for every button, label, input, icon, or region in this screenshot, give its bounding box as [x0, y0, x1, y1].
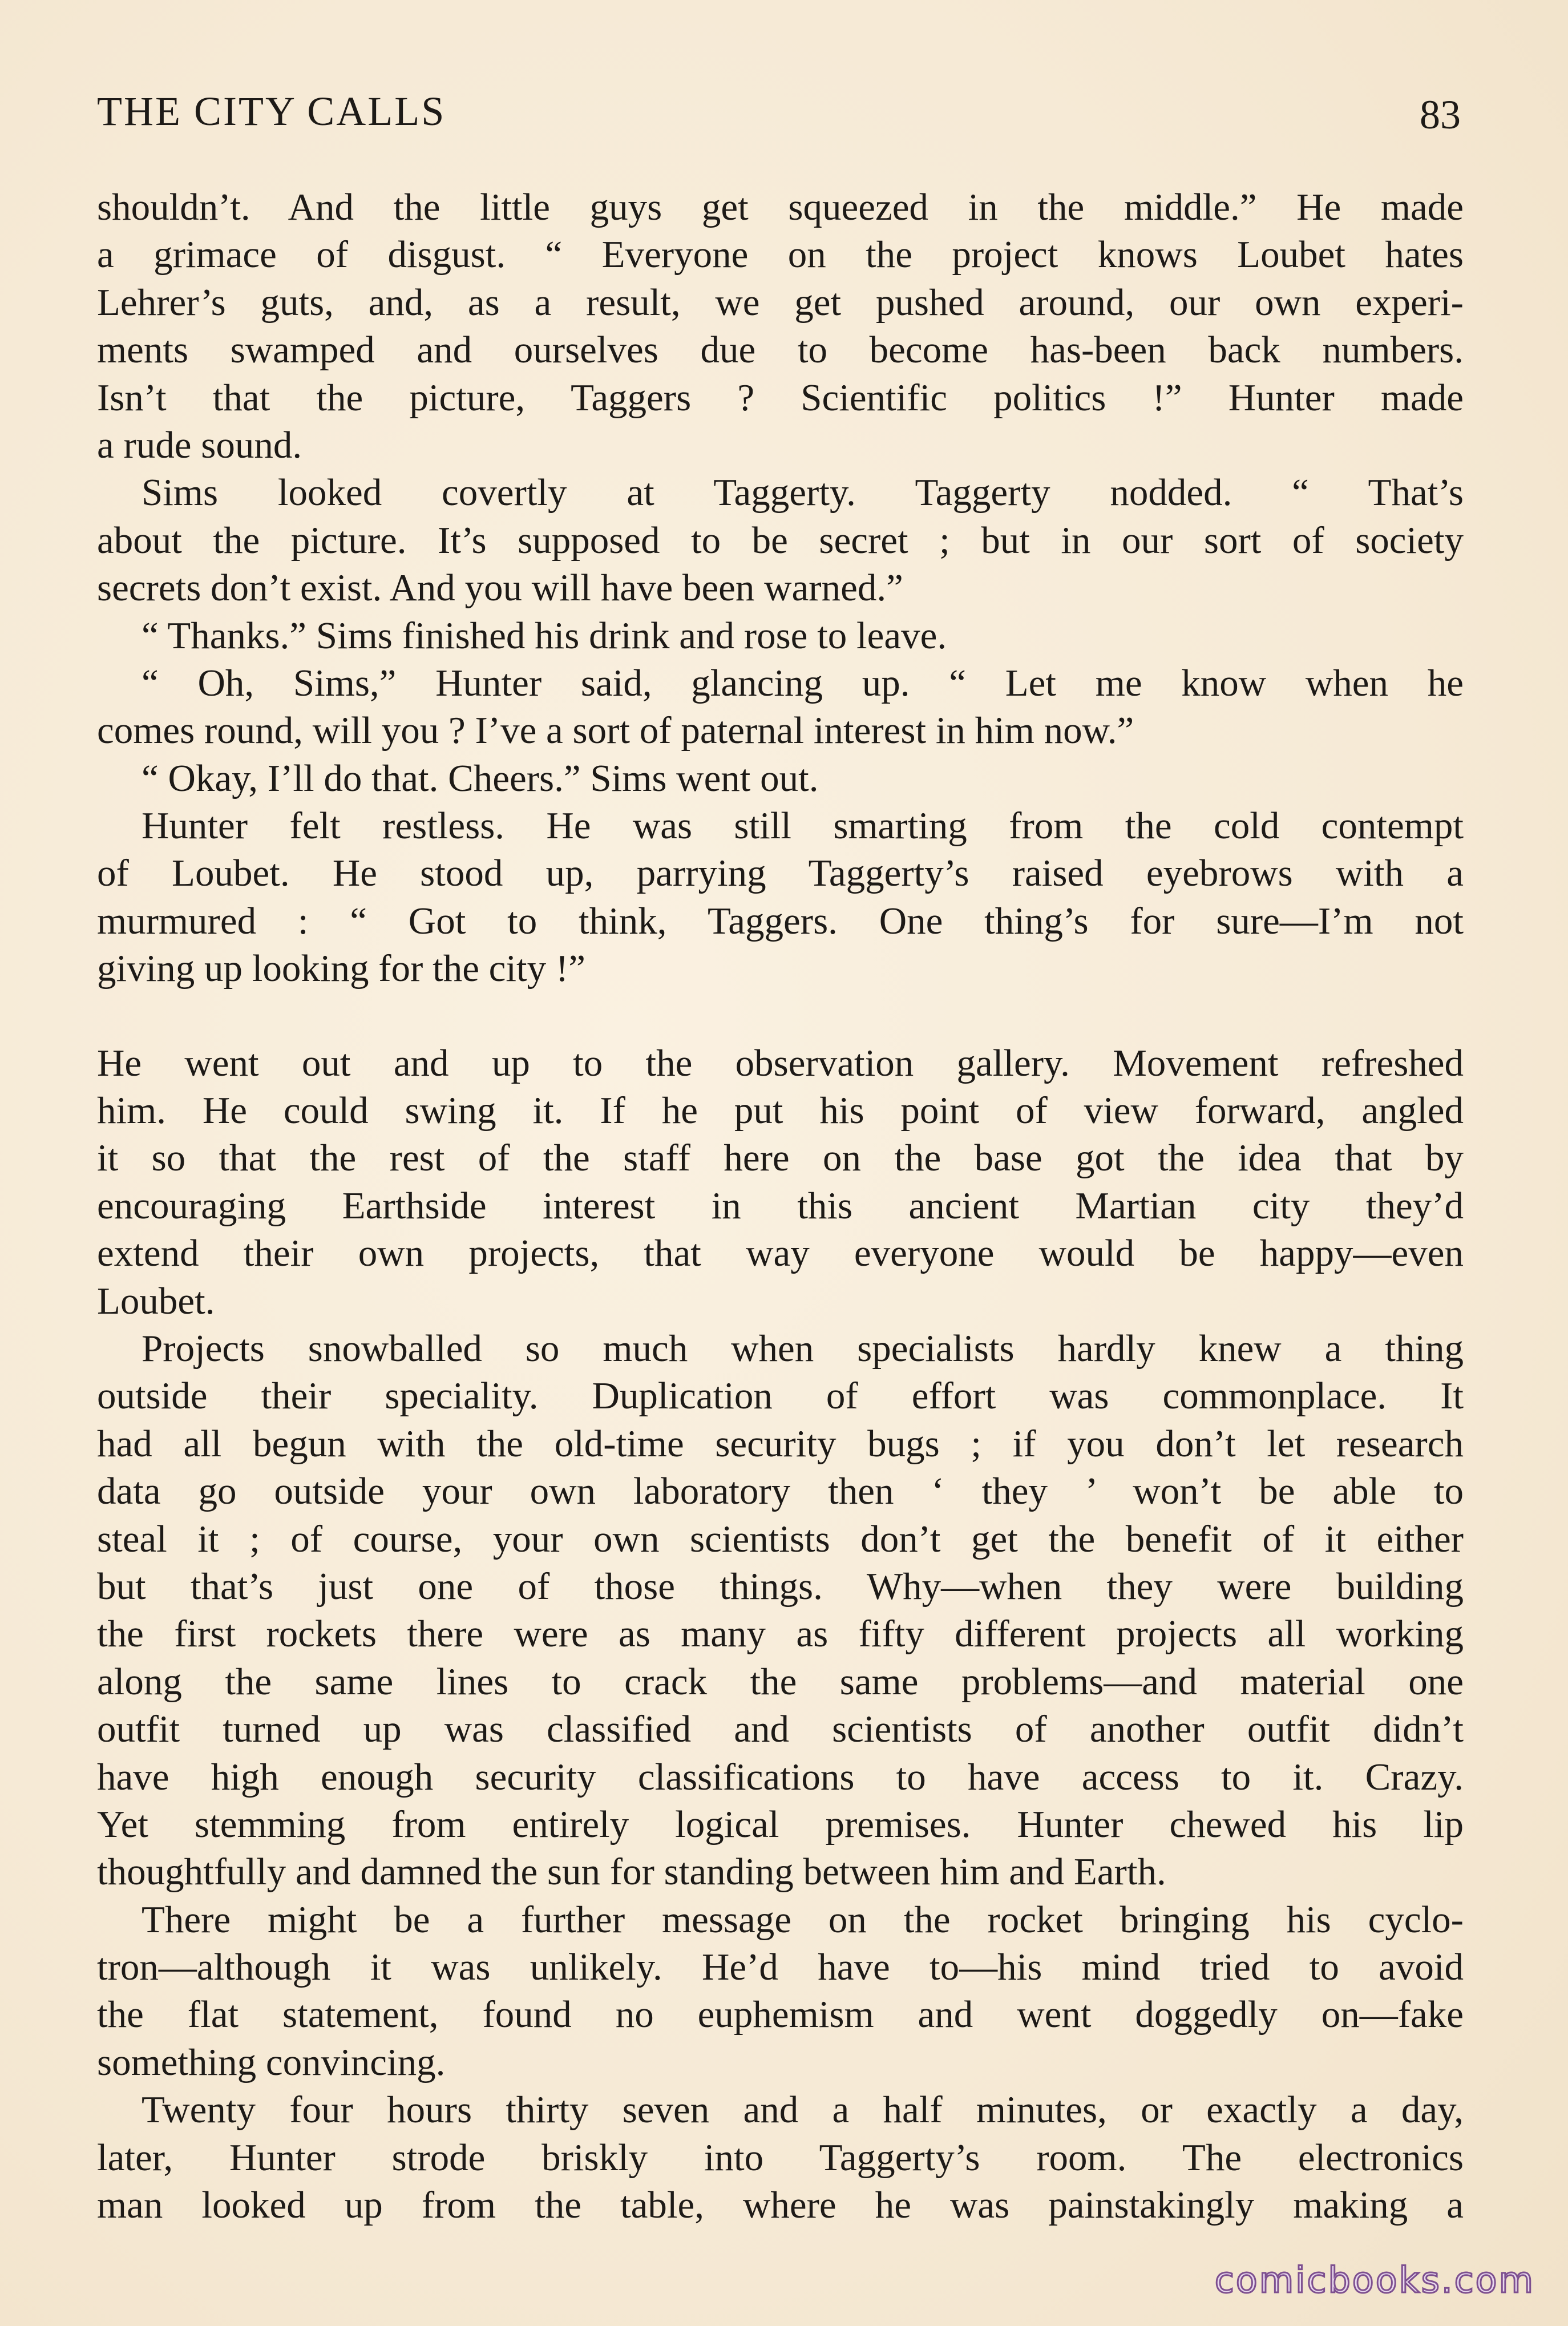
- page-number: 83: [1420, 92, 1461, 138]
- text-line: Hunter felt restless. He was still smarting from the cold contempt: [142, 805, 1464, 847]
- text-line: the first rockets there were as many as fifty different projects all working: [97, 1613, 1464, 1655]
- watermark-logo: comicbooks.com: [1214, 2259, 1535, 2301]
- paragraph: [97, 660, 1464, 755]
- paragraph: [97, 2086, 1464, 2229]
- text-line: Twenty four hours thirty seven and a half minutes, or exactly a day,: [142, 2089, 1464, 2131]
- text-line: tron—although it was unlikely. He’d have to—his mind tried to avoid: [97, 1946, 1464, 1989]
- text-line: Loubet.: [97, 1279, 215, 1322]
- page-header: [97, 86, 1461, 137]
- paragraph: [97, 802, 1464, 993]
- text-line: shouldn’t. And the little guys get squeezed in the middle.” He made: [97, 186, 1464, 228]
- paragraph: [97, 612, 1464, 660]
- text-line: about the picture. It’s supposed to be secret ; but in our sort of society: [97, 519, 1464, 562]
- text-line: thoughtfully and damned the sun for standing between him and Earth.: [97, 1851, 1166, 1893]
- text-line: man looked up from the table, where he was painstakingly making a: [97, 2184, 1464, 2227]
- text-line: along the same lines to crack the same problems—and material one: [97, 1660, 1464, 1703]
- text-line: outside their speciality. Duplication of effort was commonplace. It: [97, 1375, 1464, 1418]
- paragraph: [97, 1325, 1464, 1896]
- text-line: “ Oh, Sims,” Hunter said, glancing up. “ Let me know when he: [142, 661, 1464, 704]
- text-line: it so that the rest of the staff here on the base got the idea that by: [97, 1137, 1464, 1180]
- text-line: the flat statement, found no euphemism and went doggedly on—fake: [97, 1993, 1464, 2036]
- text-line: later, Hunter strode briskly into Taggerty’s room. The electronics: [97, 2136, 1464, 2179]
- section-break: [97, 993, 1464, 1040]
- text-line: had all begun with the old-time security bugs ; if you don’t let research: [97, 1422, 1464, 1465]
- paragraph: [97, 755, 1464, 802]
- text-line: He went out and up to the observation gallery. Movement refreshed: [97, 1041, 1464, 1084]
- text-line: him. He could swing it. If he put his point of view forward, angled: [97, 1089, 1464, 1132]
- text-line: encouraging Earthside interest in this ancient Martian city they’d: [97, 1184, 1464, 1227]
- text-line: “ Thanks.” Sims finished his drink and rose to leave.: [142, 614, 947, 657]
- text-line: There might be a further message on the rocket bringing his cyclo-: [142, 1898, 1464, 1941]
- text-line: data go outside your own laboratory then ‘ they ’ won’t be able to: [97, 1470, 1464, 1513]
- text-line: extend their own projects, that way everyone would be happy—even: [97, 1232, 1464, 1275]
- text-line: a rude sound.: [97, 423, 302, 466]
- text-line: Lehrer’s guts, and, as a result, we get pushed around, our own experi-: [97, 281, 1464, 324]
- text-line: Yet stemming from entirely logical premises. Hunter chewed his lip: [97, 1803, 1464, 1846]
- running-title: THE CITY CALLS: [97, 88, 446, 134]
- text-line: ments swamped and ourselves due to become has-been back numbers.: [97, 329, 1464, 371]
- paragraph: [97, 1040, 1464, 1325]
- text-line: giving up looking for the city !”: [97, 947, 585, 990]
- text-line: Sims looked covertly at Taggerty. Taggerty nodded. “ That’s: [142, 471, 1464, 514]
- text-line: but that’s just one of those things. Why—when they were building: [97, 1565, 1464, 1608]
- text-line: a grimace of disgust. “ Everyone on the project knows Loubet hates: [97, 233, 1464, 276]
- paragraph: [97, 469, 1464, 612]
- text-line: comes round, will you ? I’ve a sort of paternal interest in him now.”: [97, 709, 1134, 752]
- text-line: “ Okay, I’ll do that. Cheers.” Sims went out.: [142, 757, 819, 799]
- text-line: secrets don’t exist. And you will have been warned.”: [97, 567, 903, 609]
- text-line: something convincing.: [97, 2041, 446, 2083]
- paragraph: [97, 1896, 1464, 2087]
- text-line: have high enough security classifications to have access to it. Crazy.: [97, 1755, 1464, 1798]
- text-line: steal it ; of course, your own scientists don’t get the benefit of it either: [97, 1517, 1464, 1560]
- text-line: outfit turned up was classified and scientists of another outfit didn’t: [97, 1708, 1464, 1751]
- text-line: of Loubet. He stood up, parrying Taggerty’s raised eyebrows with a: [97, 852, 1464, 895]
- body-text: [97, 184, 1464, 2229]
- text-line: Isn’t that the picture, Taggers ? Scientific politics !” Hunter made: [97, 376, 1464, 419]
- text-line: Projects snowballed so much when specialists hardly knew a thing: [142, 1327, 1464, 1370]
- paragraph: [97, 184, 1464, 469]
- text-line: murmured : “ Got to think, Taggers. One thing’s for sure—I’m not: [97, 899, 1464, 942]
